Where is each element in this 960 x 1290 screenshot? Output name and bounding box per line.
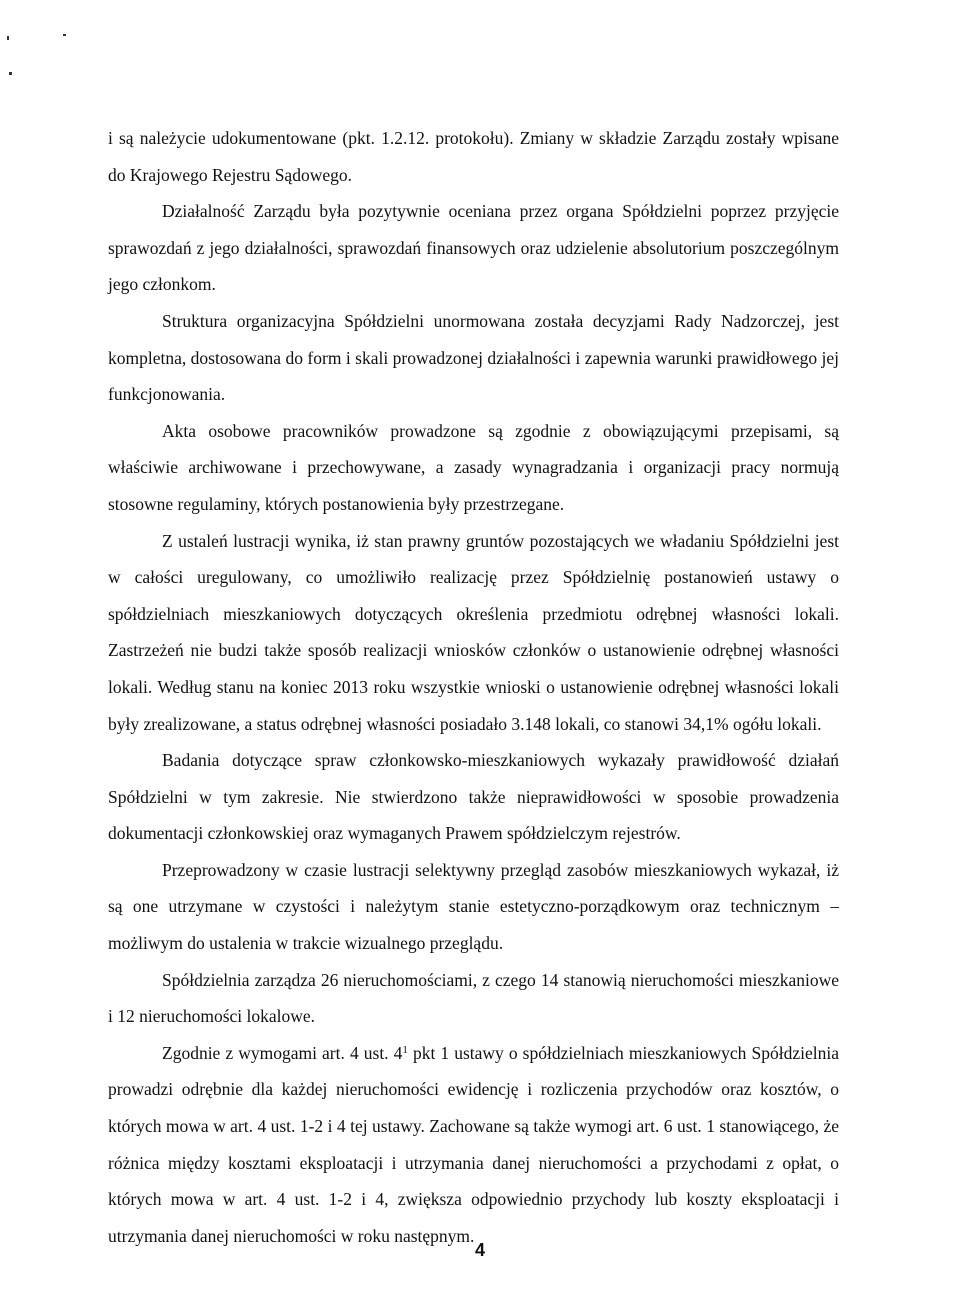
document-body <box>108 120 839 1254</box>
superscript-marker: 1 <box>402 1043 408 1056</box>
paragraph-legal-requirements <box>108 1035 839 1255</box>
scan-speck <box>63 34 66 36</box>
paragraph-legal-requirements-rest: pkt 1 ustawy o spółdzielniach mieszkaniowych Spółdzielnia prowadzi odrębnie dla każdej nieruchomości ewidencję i rozliczenia przychodów oraz kosztów, o których mowa w art. 4 ust. 1-2 i 4 tej ustawy. Zachowane są także wymogi art. 6 ust. 1 stanowiącego, że różnica między kosztami eksploatacji i utrzymania danej nieruchomości a przychodami z opłat, o których mowa w art. 4 ust. 1-2 i 4, zwiększa odpowiednio przychody lub koszty eksploatacji i utrzymania danej nieruchomości w roku następnym. <box>108 1042 839 1246</box>
paragraph-properties-count: Spółdzielnia zarządza 26 nieruchomościami, z czego 14 stanowią nieruchomości mieszkaniowe i 12 nieruchomości lokalowe. <box>108 969 839 1027</box>
paragraph-continuation: i są należycie udokumentowane (pkt. 1.2.12. protokołu). Zmiany w składzie Zarządu zostały wpisane do Krajowego Rejestru Sądowego. <box>108 128 839 185</box>
paragraph-personnel-records: Akta osobowe pracowników prowadzone są zgodnie z obowiązującymi przepisami, są właściwie archiwowane i przechowywane, a zasady wynagradzania i organizacji pracy normują stosowne regulaminy, których postanowienia były przestrzegane. <box>108 420 839 514</box>
paragraph-legal-requirements-start: Zgodnie z wymogami art. 4 ust. 4 <box>162 1042 403 1063</box>
paragraph-organizational-structure: Struktura organizacyjna Spółdzielni unormowana została decyzjami Rady Nadzorczej, jest kompletna, dostosowana do form i skali prowadzonej działalności i zapewnia warunki prawidłowego jej funkcjonowania. <box>108 310 839 405</box>
page-number: 4 <box>474 1240 485 1260</box>
paragraph-land-status: Z ustaleń lustracji wynika, iż stan prawny gruntów pozostających we władaniu Spółdzielni jest w całości uregulowany, co umożliwiło realizację przez Spółdzielnię postanowień ustawy o spółdzielniach mieszkaniowych dotyczących określenia przedmiotu odrębnej własności lokali. Zastrzeżeń nie budzi także sposób realizacji wniosków członków o ustanowienie odrębnej własności lokali. Według stanu na koniec 2013 roku wszystkie wnioski o ustanowienie odrębnej własności lokali były zrealizowane, a status odrębnej własności posiadało 3.148 lokali, co stanowi 34,1% ogółu lokali. <box>108 530 839 734</box>
paragraph-management-board: Działalność Zarządu była pozytywnie oceniana przez organa Spółdzielni poprzez przyjęcie sprawozdań z jego działalności, sprawozdań finansowych oraz udzielenie absolutorium poszczególnym jego członkom. <box>108 201 839 295</box>
paragraph-housing-review: Przeprowadzony w czasie lustracji selektywny przegląd zasobów mieszkaniowych wykazał, iż są one utrzymane w czystości i należytym stanie estetyczno-porządkowym oraz technicznym – możliwym do ustalenia w trakcie wizualnego przeglądu. <box>108 859 839 954</box>
paragraph-membership-matters: Badania dotyczące spraw członkowsko-mieszkaniowych wykazały prawidłowość działań Spółdzielni w tym zakresie. Nie stwierdzono także nieprawidłowości w sposobie prowadzenia dokumentacji członkowskiej oraz wymaganych Prawem spółdzielczym rejestrów. <box>108 750 839 844</box>
scan-speck <box>9 72 12 75</box>
scan-speck <box>7 36 9 40</box>
